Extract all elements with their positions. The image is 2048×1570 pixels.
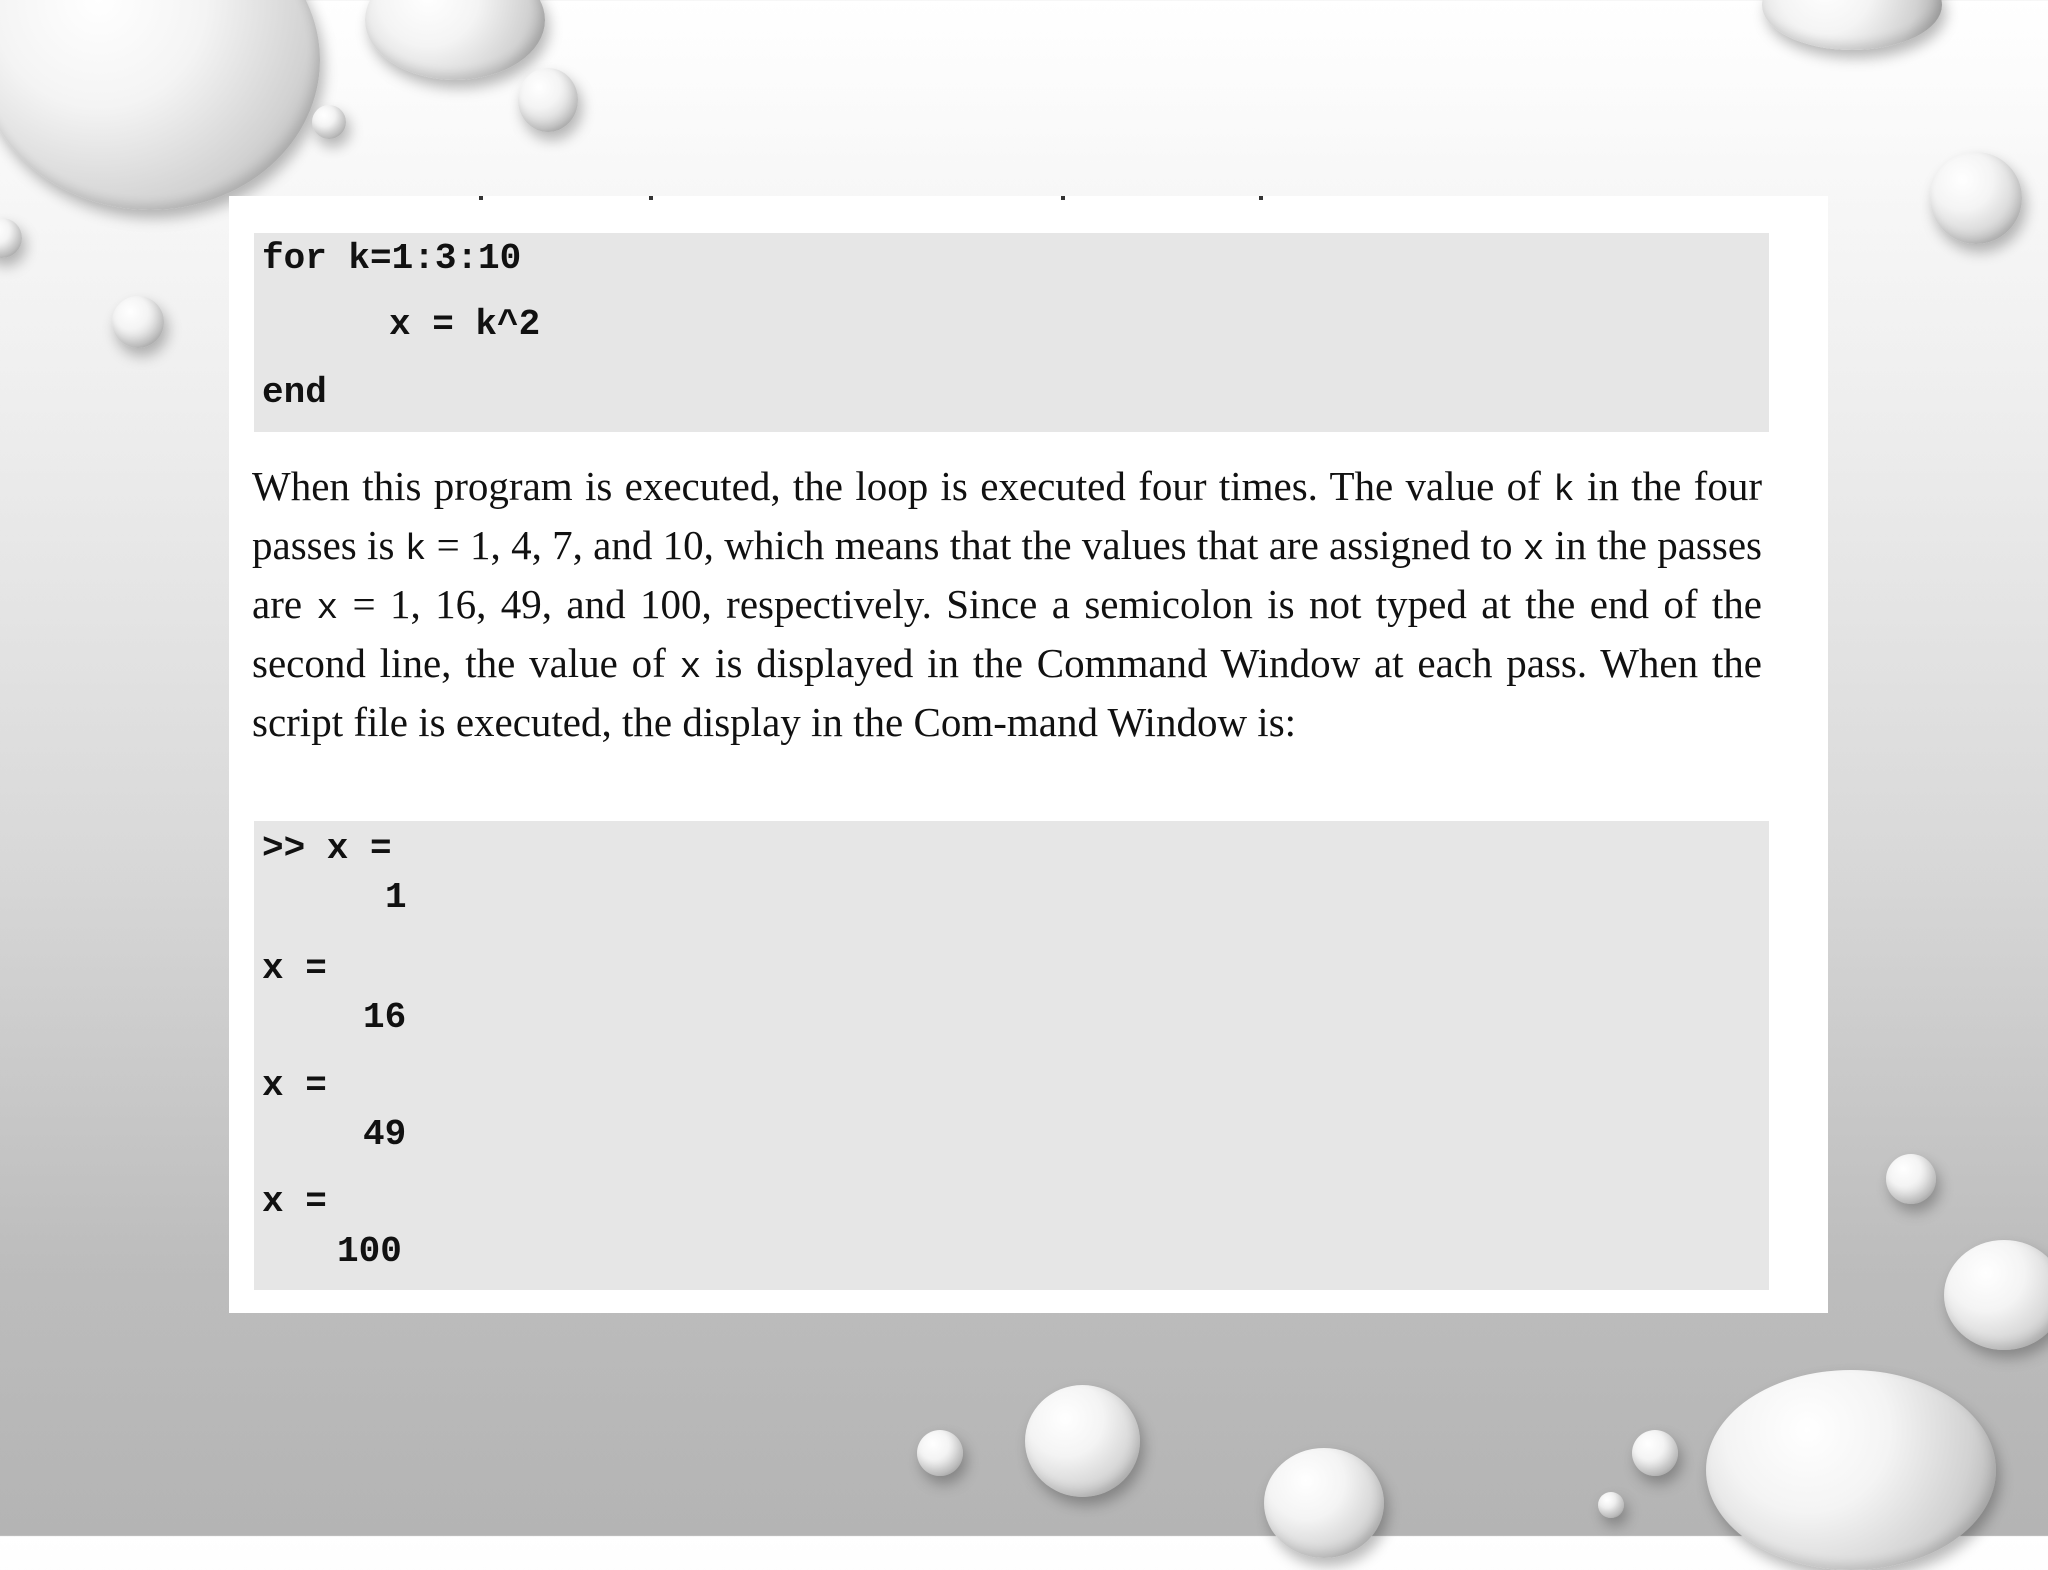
output-line: x = <box>262 1181 327 1222</box>
water-drop-decoration <box>1886 1154 1936 1204</box>
output-line: x = <box>262 1065 327 1106</box>
water-drop-decoration <box>1264 1448 1384 1558</box>
code-variable: x <box>1522 529 1545 570</box>
paragraph-text: = 1, 16, 49, and 100, respectively. Since a semicolon is not typed at the end of the second line, the value of <box>252 581 1762 686</box>
paragraph-text: is displayed in the Command Window at each pass. When the script file is executed, the display in the Com-mand Window is: <box>252 640 1762 745</box>
code-block-for-loop <box>254 233 1769 432</box>
output-line: >> x = <box>262 828 392 869</box>
water-drop-decoration <box>112 296 164 348</box>
code-line: for k=1:3:10 <box>262 238 522 279</box>
water-drop-decoration <box>1706 1370 1996 1570</box>
output-value: 49 <box>363 1114 407 1155</box>
water-drop-decoration <box>518 68 578 132</box>
cropped-text-remnant <box>229 196 1828 202</box>
paragraph-text: in the four passes is <box>252 463 1762 568</box>
explanation-paragraph <box>252 459 1762 749</box>
output-value: 100 <box>337 1231 402 1272</box>
output-value: 16 <box>363 997 407 1038</box>
water-drop-decoration <box>365 0 545 80</box>
code-variable: x <box>316 588 339 629</box>
water-drop-decoration <box>1944 1240 2048 1350</box>
paragraph-text: When this program is executed, the loop is executed four times. The value of <box>252 463 1554 509</box>
code-variable: k <box>1553 470 1575 511</box>
output-value: 1 <box>385 877 407 918</box>
water-drop-decoration <box>917 1430 963 1476</box>
command-window-output <box>254 821 1769 1290</box>
paragraph-text: in the passes are <box>252 522 1762 627</box>
water-drop-decoration <box>1598 1492 1624 1518</box>
paragraph-text: = 1, 4, 7, and 10, which means that the values that are assigned to <box>426 522 1523 568</box>
water-drop-decoration <box>1762 0 1942 50</box>
code-line: end <box>262 372 327 413</box>
water-drop-decoration <box>1025 1385 1140 1497</box>
code-variable: k <box>404 529 427 570</box>
water-drop-decoration <box>1632 1430 1678 1476</box>
code-variable: x <box>679 647 702 688</box>
water-drop-decoration <box>0 0 320 210</box>
water-drop-decoration <box>312 105 346 139</box>
textbook-excerpt-card <box>229 196 1828 1313</box>
code-line: x = k^2 <box>389 304 541 345</box>
water-drop-decoration <box>1930 152 2022 244</box>
water-drop-decoration <box>0 218 22 258</box>
output-line: x = <box>262 948 327 989</box>
